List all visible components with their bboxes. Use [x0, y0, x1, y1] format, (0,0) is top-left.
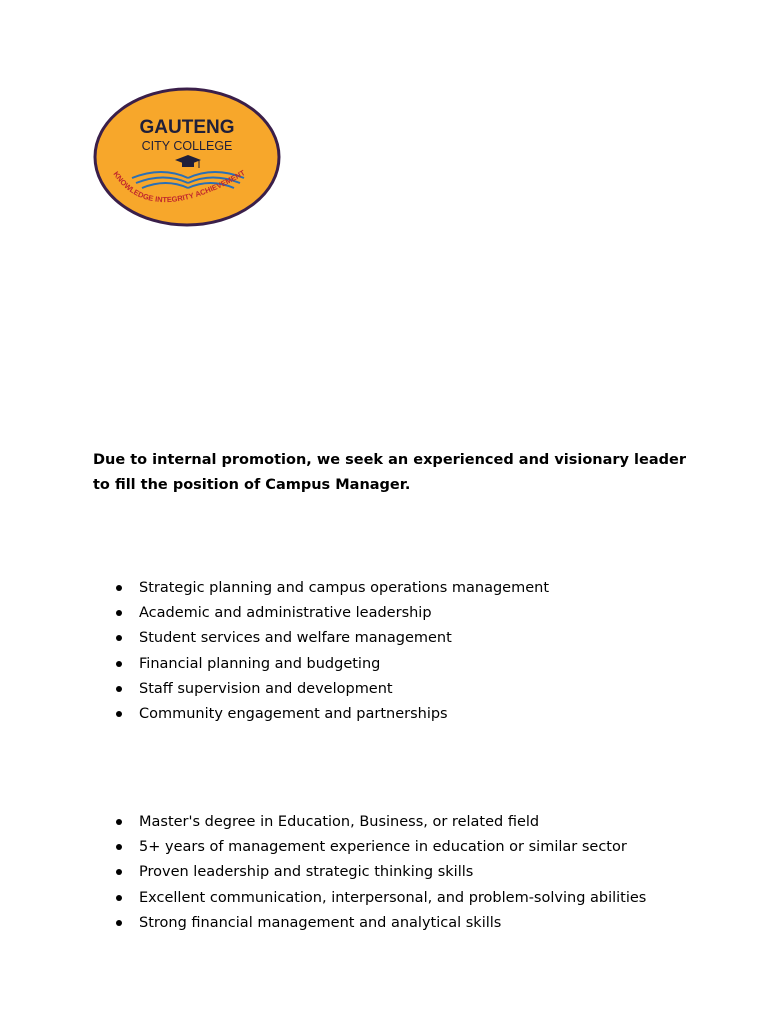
list-item-text: Strategic planning and campus operations management — [139, 580, 550, 596]
logo-motto: KNOWLEDGE INTEGRITY ACHIEVEMENT — [111, 168, 247, 205]
bullet-icon — [116, 686, 122, 692]
bullet-icon — [116, 711, 122, 717]
list-item — [116, 677, 549, 702]
list-item — [116, 626, 549, 651]
college-logo — [92, 86, 282, 228]
bullet-icon — [116, 585, 122, 591]
bullet-icon — [116, 844, 122, 850]
list-item — [116, 576, 549, 601]
bullet-icon — [116, 869, 122, 875]
bullet-icon — [116, 610, 122, 616]
list-item-text: Student services and welfare management — [139, 630, 452, 647]
logo-name-line1: GAUTENG — [139, 117, 235, 138]
logo-emblem — [92, 86, 282, 228]
requirements-list — [116, 810, 646, 936]
list-item-text: 5+ years of management experience in education or similar sector — [139, 839, 627, 856]
list-item — [116, 601, 549, 626]
list-item — [116, 810, 646, 835]
list-item — [116, 911, 646, 936]
list-item-text: Staff supervision and development — [139, 680, 393, 697]
list-item — [116, 835, 646, 860]
bullet-icon — [116, 920, 122, 926]
list-item — [116, 886, 646, 911]
bullet-icon — [116, 661, 122, 667]
list-item — [116, 652, 549, 677]
list-item-text: Community engagement and partnerships — [139, 706, 448, 723]
list-item-text: Academic and administrative leadership — [139, 605, 432, 622]
list-item-text: Excellent communication, interpersonal, and problem-solving abilities — [139, 889, 647, 906]
bullet-icon — [116, 819, 122, 825]
list-item — [116, 702, 549, 727]
logo-name-line2: CITY COLLEGE — [141, 139, 233, 153]
list-item-text: Master's degree in Education, Business, or related field — [139, 814, 540, 830]
responsibilities-list — [116, 576, 549, 727]
bullet-icon — [116, 895, 122, 901]
list-item-text: Financial planning and budgeting — [139, 655, 381, 672]
bullet-icon — [116, 635, 122, 641]
list-item — [116, 860, 646, 885]
list-item-text: Proven leadership and strategic thinking skills — [139, 864, 474, 881]
intro-paragraph: Due to internal promotion, we seek an experienced and visionary leader to fill the position of Campus Manager. — [93, 452, 687, 493]
list-item-text: Strong financial management and analytical skills — [139, 914, 502, 931]
